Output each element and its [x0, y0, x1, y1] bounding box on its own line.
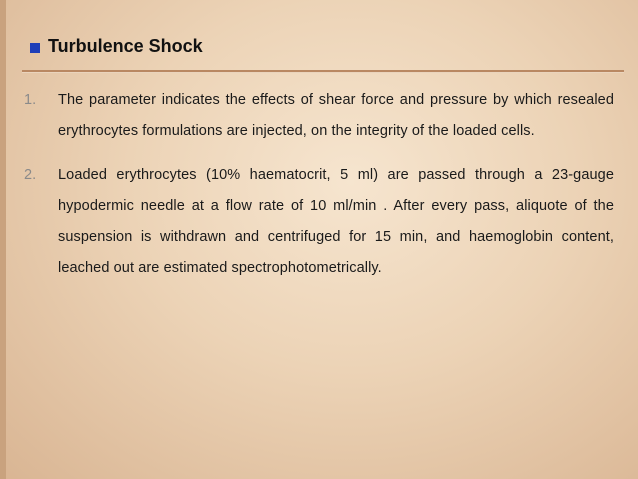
list-item-text: Loaded erythrocytes (10% haematocrit, 5 ml) are passed through a 23-gauge hypodermic needle at a flow rate of 10 ml/min . After every pass, aliquote of the suspension is withdrawn and centrifuged for 15 min, and haemoglobin content, leached out are estimated spectrophotometrically.	[58, 167, 614, 276]
title-row	[30, 36, 203, 57]
title-divider	[22, 70, 624, 72]
square-bullet-icon	[30, 43, 40, 53]
slide-left-edge	[0, 0, 6, 479]
point-list	[24, 85, 614, 284]
list-item	[24, 85, 614, 147]
list-item-number: 2.	[24, 167, 37, 183]
list-item	[24, 160, 614, 284]
slide-title: Turbulence Shock	[48, 36, 203, 56]
list-item-text: The parameter indicates the effects of shear force and pressure by which resealed erythrocytes formulations are injected, on the integrity of the loaded cells.	[58, 92, 614, 139]
list-item-number: 1.	[24, 92, 37, 108]
